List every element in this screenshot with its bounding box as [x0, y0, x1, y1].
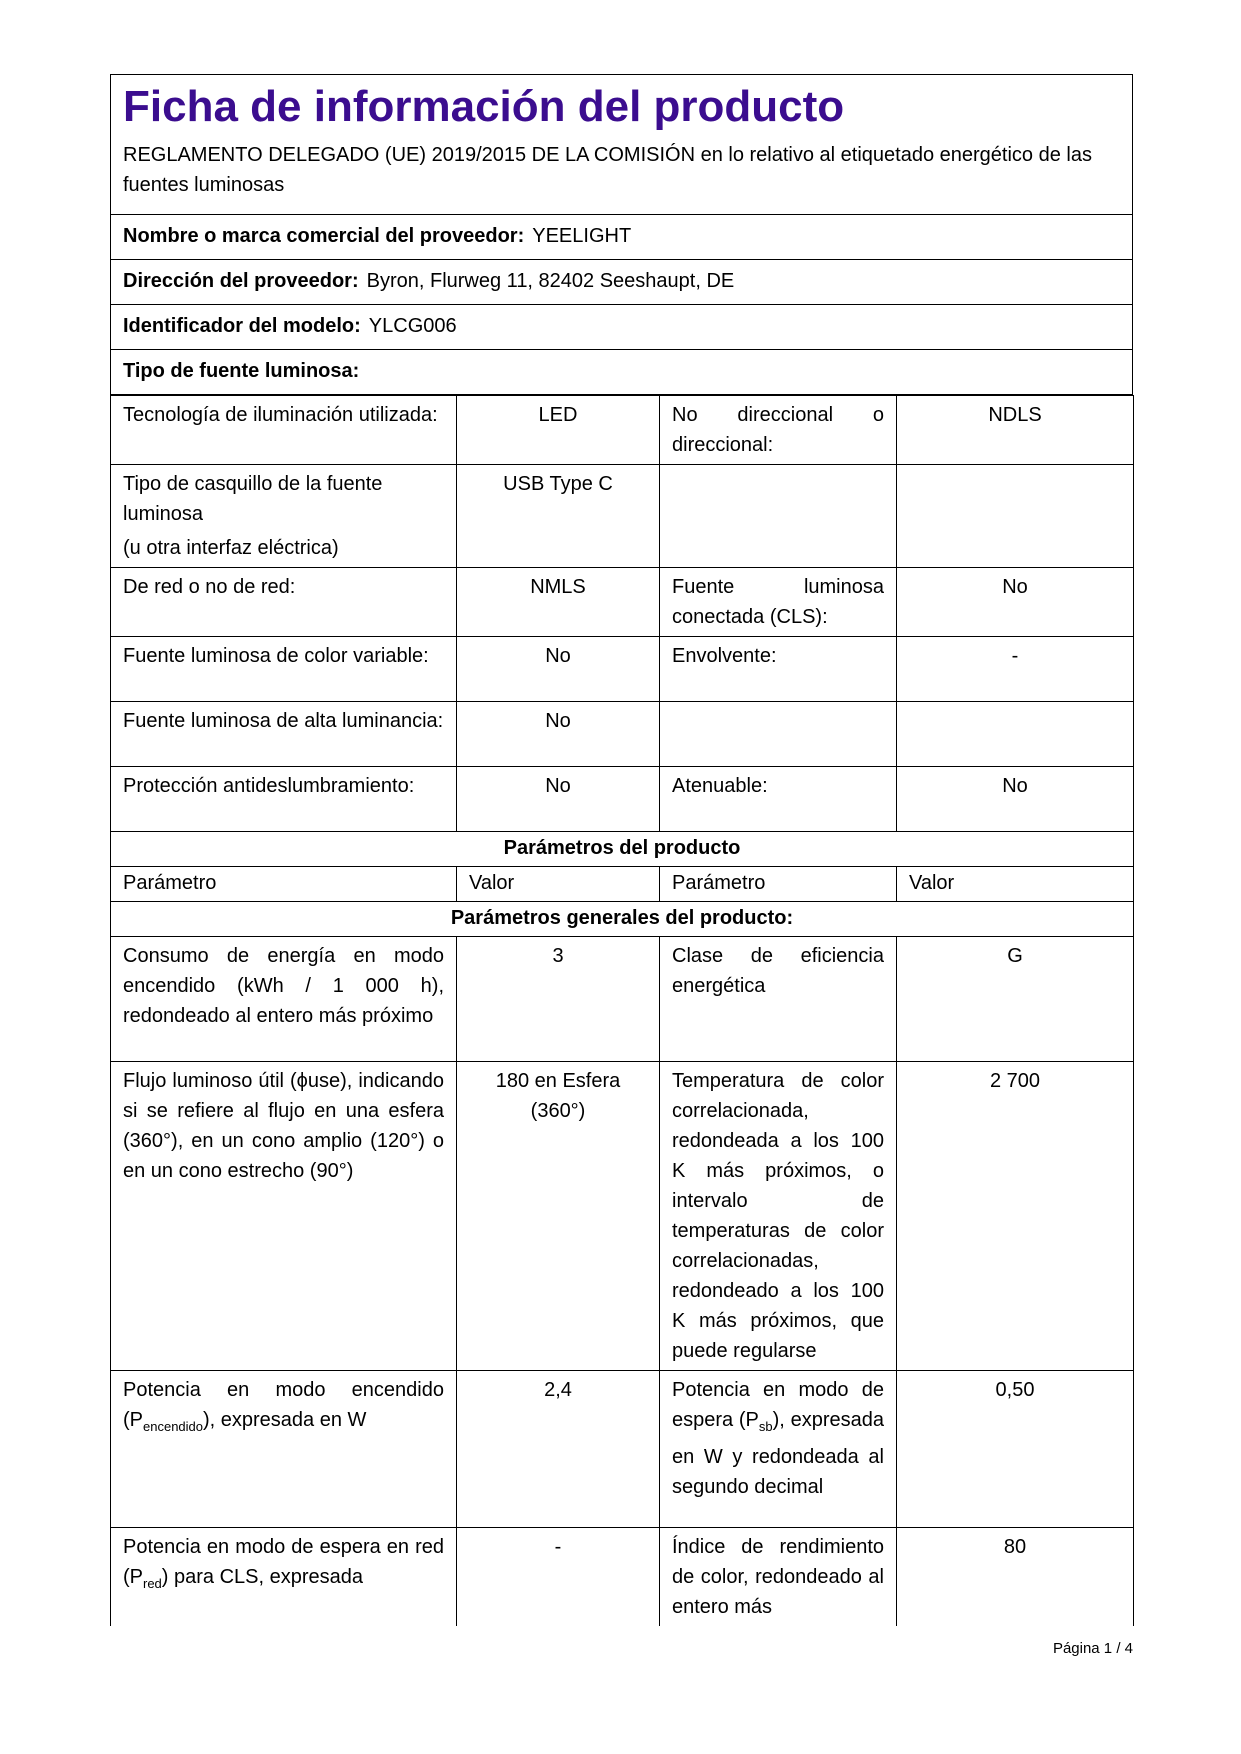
regulation-subtitle: REGLAMENTO DELEGADO (UE) 2019/2015 DE LA COMISIÓN en lo relativo al etiquetado energético de las fuentes luminosas: [123, 143, 1092, 196]
label-subscript: red: [143, 1575, 162, 1591]
cell-label: Temperatura de color correlacionada, redondeada a los 100 K más próximos, o intervalo de temperaturas de color correlacionadas, redondeado a los 100 K más próximos, que puede regularse: [660, 1061, 897, 1370]
cell-label: Protección antideslumbramiento:: [111, 766, 457, 831]
cell-label: Flujo luminoso útil (ϕuse), indicando si se refiere al flujo en una esfera (360°), en un cono amplio (120°) o en un cono estrecho (90°): [111, 1061, 457, 1370]
cell-value: No: [457, 766, 660, 831]
label-part: ), expresada en W: [203, 1408, 367, 1431]
cell-value: 2,4: [457, 1370, 660, 1527]
cell-value: No: [897, 567, 1134, 636]
model-row: [110, 305, 1133, 350]
supplier-row: [110, 215, 1133, 260]
product-table: [110, 395, 1134, 1626]
table-row: [111, 1061, 1134, 1370]
model-value: YLCG006: [368, 314, 457, 337]
cell-label: Atenuable:: [660, 766, 897, 831]
label-part: Potencia en modo encendido (P: [123, 1378, 444, 1431]
address-value: Byron, Flurweg 11, 82402 Seeshaupt, DE: [366, 269, 735, 292]
column-header: Parámetro: [660, 866, 897, 901]
cell-value: No: [457, 636, 660, 701]
table-row: [111, 766, 1134, 831]
section-row: [111, 831, 1134, 866]
product-info-sheet: [110, 74, 1133, 1626]
cell-label: [660, 1370, 897, 1527]
cell-label: No direccional o direccional:: [660, 395, 897, 464]
cell-label: [111, 464, 457, 567]
cell-label: [111, 1370, 457, 1527]
page-number: Página 1 / 4: [1052, 1640, 1133, 1657]
page-title: Ficha de información del producto: [123, 82, 845, 131]
cell-label: De red o no de red:: [111, 567, 457, 636]
cell-label: Fuente luminosa de alta luminancia:: [111, 701, 457, 766]
params-heading: Parámetros del producto: [111, 831, 1134, 866]
cell-value: 3: [457, 936, 660, 1061]
label-part: Potencia en modo de espera en red (P: [123, 1535, 444, 1588]
cell-label: Envolvente:: [660, 636, 897, 701]
address-label: Dirección del proveedor:: [123, 269, 359, 292]
table-row: [111, 567, 1134, 636]
label-part: ) para CLS, expresada: [161, 1565, 364, 1588]
cell-label: [111, 1527, 457, 1626]
cell-label-line: (u otra interfaz eléctrica): [123, 536, 339, 559]
cell-value: [897, 701, 1134, 766]
address-row: [110, 260, 1133, 305]
cell-label: [660, 701, 897, 766]
label-subscript: sb: [758, 1418, 773, 1434]
header-row: [111, 866, 1134, 901]
cell-label-line: Tipo de casquillo de la fuente luminosa: [123, 472, 383, 525]
type-heading: Tipo de fuente luminosa:: [123, 359, 360, 382]
cell-value: 2 700: [897, 1061, 1134, 1370]
cell-label: Tecnología de iluminación utilizada:: [111, 395, 457, 464]
cell-value: NMLS: [457, 567, 660, 636]
cell-value: G: [897, 936, 1134, 1061]
column-header: Valor: [897, 866, 1134, 901]
label-part: Potencia en modo de espera (P: [672, 1378, 884, 1431]
cell-value-text: -: [554, 1535, 562, 1558]
general-heading: Parámetros generales del producto:: [111, 901, 1134, 936]
cell-value: [897, 464, 1134, 567]
section-row: [111, 901, 1134, 936]
cell-label: [660, 1527, 897, 1626]
column-header: Valor: [457, 866, 660, 901]
model-label: Identificador del modelo:: [123, 314, 361, 337]
cell-value: NDLS: [897, 395, 1134, 464]
cell-value-text: 80: [1003, 1535, 1027, 1558]
cell-label: Consumo de energía en modo encendido (kWh / 1 000 h), redondeado al entero más próximo: [111, 936, 457, 1061]
label-part: ), expresada en W y redondeada al segundo decimal: [672, 1408, 884, 1498]
cell-value: 180 en Esfera (360°): [457, 1061, 660, 1370]
cell-value: [897, 1527, 1134, 1626]
table-row: [111, 701, 1134, 766]
table-row: [111, 1527, 1134, 1626]
label-subscript: encendido: [143, 1418, 203, 1434]
table-row: [111, 636, 1134, 701]
cell-value: 0,50: [897, 1370, 1134, 1527]
cell-value: LED: [457, 395, 660, 464]
column-header: Parámetro: [111, 866, 457, 901]
cell-value: USB Type C: [457, 464, 660, 567]
table-row: [111, 936, 1134, 1061]
cell-label: Fuente luminosa conectada (CLS):: [660, 567, 897, 636]
table-row: [111, 464, 1134, 567]
cell-label-text: Índice de rendimiento de color, redondeado al entero más: [672, 1535, 884, 1618]
cell-value: -: [897, 636, 1134, 701]
cell-label: [660, 464, 897, 567]
cell-label: Clase de eficiencia energética: [660, 936, 897, 1061]
supplier-label: Nombre o marca comercial del proveedor:: [123, 224, 525, 247]
table-row: [111, 1370, 1134, 1527]
supplier-value: YEELIGHT: [532, 224, 632, 247]
type-heading-row: [110, 350, 1133, 395]
cell-value: [457, 1527, 660, 1626]
table-row: [111, 395, 1134, 464]
cell-value: No: [457, 701, 660, 766]
cell-label: Fuente luminosa de color variable:: [111, 636, 457, 701]
title-box: [110, 74, 1133, 215]
cell-value: No: [897, 766, 1134, 831]
